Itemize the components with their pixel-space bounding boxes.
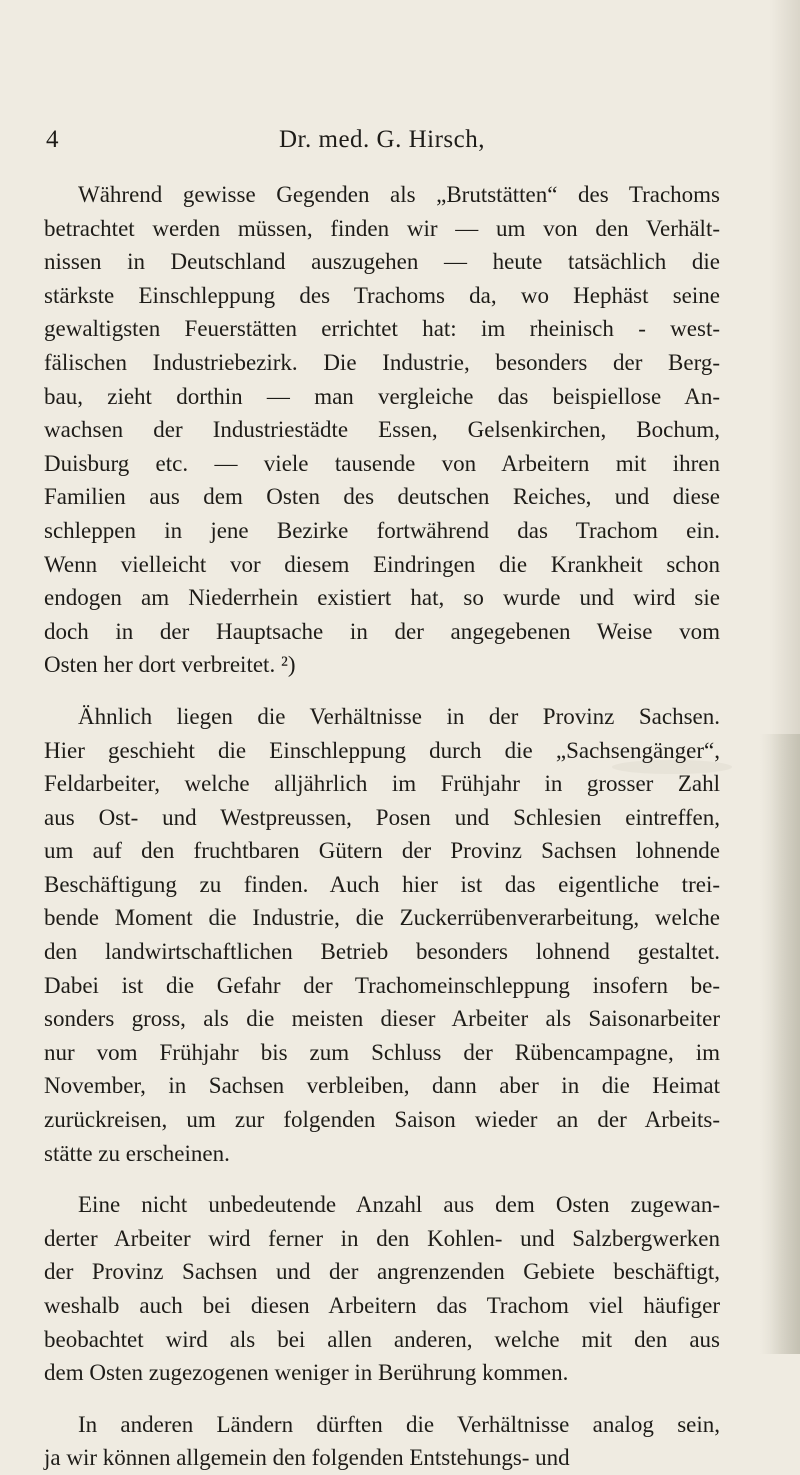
running-head: Dr. med. G. Hirsch,: [279, 126, 485, 153]
text-line: beobachtet wird als bei allen anderen, welche mit den aus: [44, 1326, 720, 1352]
text-line: um auf den fruchtbaren Gütern der Provinz Sachsen lohnende: [44, 838, 720, 864]
text-line: Duisburg etc. — viele tausende von Arbeitern mit ihren: [44, 450, 720, 476]
text-line: endogen am Niederrhein existiert hat, so wurde und wird sie: [44, 585, 720, 611]
text-line: ja wir können allgemein den folgenden Entstehungs- und: [44, 1445, 570, 1471]
text-line: betrachtet werden müssen, finden wir — um von den Verhält-: [44, 215, 720, 241]
text-line: derter Arbeiter wird ferner in den Kohlen- und Salzbergwerken: [44, 1225, 720, 1251]
text-line: Wenn vielleicht vor diesem Eindringen die Krankheit schon: [44, 551, 720, 577]
paragraph: [44, 700, 720, 1170]
text-line: stätte zu erscheinen.: [44, 1140, 230, 1166]
text-line: Feldarbeiter, welche alljährlich im Frühjahr in grosser Zahl: [44, 771, 720, 797]
text-line: stärkste Einschleppung des Trachoms da, wo Hephäst seine: [44, 282, 720, 308]
text-line: schleppen in jene Bezirke fortwährend das Trachom ein.: [44, 517, 720, 543]
page-number: 4: [46, 126, 59, 153]
text-line: Beschäftigung zu finden. Auch hier ist das eigentliche trei-: [44, 871, 720, 897]
text-line: Eine nicht unbedeutende Anzahl aus dem Osten zugewan-: [78, 1192, 720, 1218]
text-line: sonders gross, als die meisten dieser Arbeiter als Saisonarbeiter: [44, 1006, 720, 1032]
text-line: der Provinz Sachsen und der angrenzenden Gebiete beschäftigt,: [44, 1259, 720, 1285]
text-line: Osten her dort verbreitet. ²): [44, 652, 296, 678]
text-line: Hier geschieht die Einschleppung durch die „Sachsengänger“,: [44, 737, 720, 763]
text-line: Familien aus dem Osten des deutschen Reiches, und diese: [44, 484, 720, 510]
text-line: nur vom Frühjahr bis zum Schluss der Rübencampagne, im: [44, 1039, 720, 1065]
page-header: [46, 126, 718, 162]
text-line: zurückreisen, um zur folgenden Saison wieder an der Arbeits-: [44, 1107, 720, 1133]
paragraph: [44, 178, 720, 682]
text-line: nissen in Deutschland auszugehen — heute tatsächlich die: [44, 249, 720, 275]
text-line: Ähnlich liegen die Verhältnisse in der Provinz Sachsen.: [78, 703, 720, 729]
text-line: aus Ost- und Westpreussen, Posen und Schlesien eintreffen,: [44, 804, 720, 830]
text-line: weshalb auch bei diesen Arbeitern das Trachom viel häufiger: [44, 1293, 720, 1318]
text-line: doch in der Hauptsache in der angegebenen Weise vom: [44, 618, 720, 644]
paragraph: [44, 1408, 720, 1475]
body-text: [44, 178, 720, 1475]
text-line: Dabei ist die Gefahr der Trachomeinschleppung insofern be-: [44, 972, 720, 998]
text-line: gewaltigsten Feuerstätten errichtet hat: im rheinisch - west-: [44, 316, 720, 342]
text-line: In anderen Ländern dürften die Verhältnisse analog sein,: [78, 1411, 720, 1437]
text-line: den landwirtschaftlichen Betrieb besonders lohnend gestaltet.: [44, 939, 720, 965]
text-line: wachsen der Industriestädte Essen, Gelsenkirchen, Bochum,: [44, 417, 720, 443]
text-line: fälischen Industriebezirk. Die Industrie, besonders der Berg-: [44, 349, 720, 375]
text-line: bende Moment die Industrie, die Zuckerrübenverarbeitung, welche: [44, 905, 720, 931]
paragraph: [44, 1188, 720, 1390]
text-line: dem Osten zugezogenen weniger in Berührung kommen.: [44, 1360, 569, 1386]
text-line: bau, zieht dorthin — man vergleiche das beispiellose An-: [44, 383, 720, 409]
page-edge-shadow-lower: [760, 734, 800, 1354]
text-line: November, in Sachsen verbleiben, dann aber in die Heimat: [44, 1073, 720, 1099]
text-line: Während gewisse Gegenden als „Brutstätten“ des Trachoms: [78, 182, 720, 207]
